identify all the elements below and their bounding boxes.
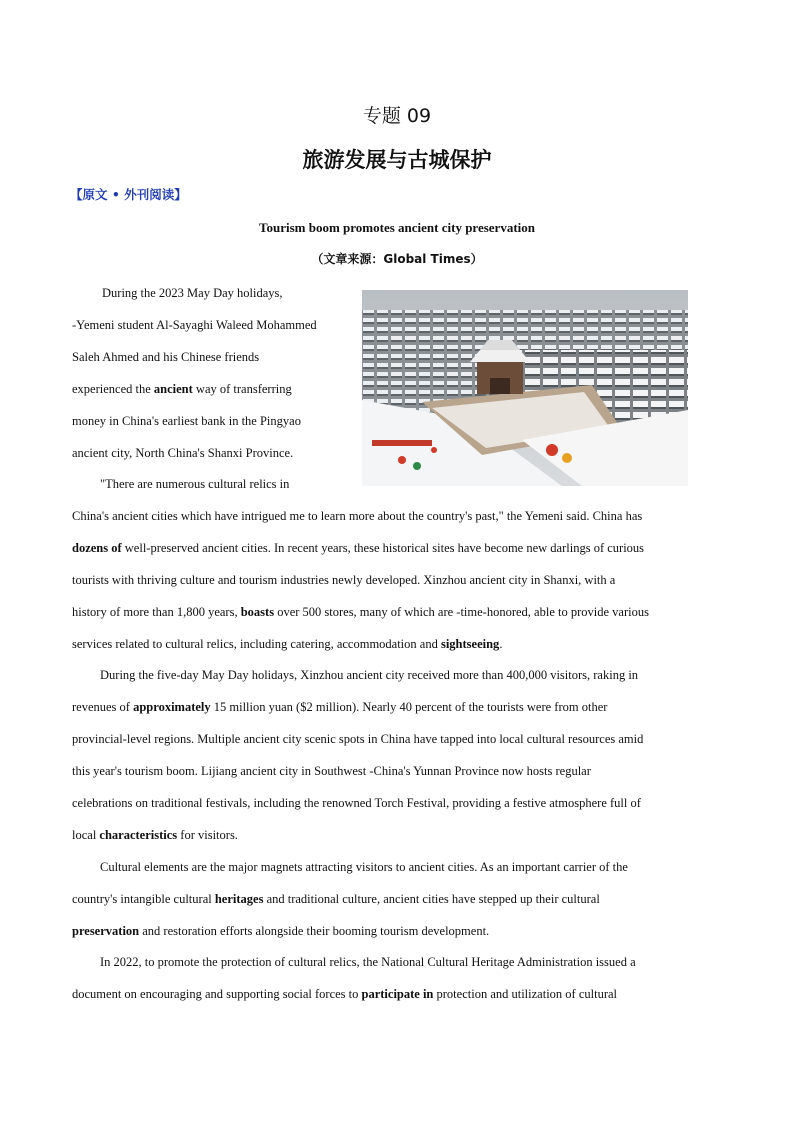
body-line	[100, 475, 289, 493]
body-line	[72, 985, 617, 1003]
body-line	[72, 762, 591, 780]
text-run: protection and utilization of cultural	[433, 987, 618, 1001]
text-run: for visitors.	[177, 828, 238, 842]
body-line	[100, 953, 636, 971]
body-line	[72, 826, 238, 844]
text-run: provincial-level regions. Multiple ancient city scenic spots in China have tapped into local cultural resources amid	[72, 732, 644, 746]
bold-keyword: approximately	[133, 700, 211, 714]
body-line	[72, 922, 489, 940]
text-run: and restoration efforts alongside their booming tourism development.	[139, 924, 490, 938]
text-run: experienced the	[72, 382, 154, 396]
text-run: Saleh Ahmed and his Chinese friends	[72, 350, 260, 364]
text-run: over 500 stores, many of which are -time-honored, able to provide various	[274, 605, 649, 619]
bold-keyword: ancient	[153, 382, 193, 396]
text-run: well-preserved ancient cities. In recent years, these historical sites have become new darlings of curious	[121, 541, 645, 555]
body-line	[72, 444, 293, 462]
body-line	[72, 571, 615, 589]
text-run: ancient city, North China's Shanxi Province.	[72, 446, 294, 460]
section-label: 【原文 • 外刊阅读】	[70, 187, 187, 202]
body-line	[72, 698, 607, 716]
article-source: （文章来源：Global Times）	[311, 252, 483, 266]
body-line	[102, 284, 283, 302]
text-run: China's ancient cities which have intrigued me to learn more about the country's past," the Yemeni said. China has	[72, 509, 643, 523]
article-title: Tourism boom promotes ancient city preservation	[259, 220, 535, 235]
text-run: revenues of	[72, 700, 134, 714]
bold-keyword: boasts	[240, 605, 275, 619]
body-line	[72, 890, 600, 908]
topic-number: 专题 09	[362, 105, 432, 127]
bold-keyword: heritages	[214, 892, 264, 906]
text-run: and traditional culture, ancient cities have stepped up their cultural	[263, 892, 600, 906]
text-run: way of transferring	[192, 382, 292, 396]
text-run: history of more than 1,800 years,	[72, 605, 241, 619]
text-run: this year's tourism boom. Lijiang ancient city in Southwest -China's Yunnan Province now hosts regular	[72, 764, 591, 778]
body-line	[72, 348, 259, 366]
text-run: During the five-day May Day holidays, Xinzhou ancient city received more than 400,000 visitors, raking in	[100, 668, 639, 682]
body-line	[72, 730, 643, 748]
text-run: document on encouraging and supporting social forces to	[72, 987, 362, 1001]
text-run: During the 2023 May Day holidays,	[102, 286, 283, 300]
snowy-ancient-city-photo	[362, 290, 688, 486]
page-title: 旅游发展与古城保护	[302, 148, 492, 172]
bold-keyword: participate in	[361, 987, 434, 1001]
bold-keyword: sightseeing	[440, 637, 500, 651]
bold-keyword: preservation	[72, 924, 140, 938]
body-line	[72, 794, 641, 812]
bold-keyword: characteristics	[99, 828, 178, 842]
text-run: celebrations on traditional festivals, including the renowned Torch Festival, providing a festive atmosphere full of	[72, 796, 641, 810]
text-run: Cultural elements are the major magnets attracting visitors to ancient cities. As an important carrier of the	[100, 860, 628, 874]
text-run: 15 million yuan ($2 million). Nearly 40 percent of the tourists were from other	[210, 700, 608, 714]
body-line	[72, 316, 317, 334]
text-run: tourists with thriving culture and tourism industries newly developed. Xinzhou ancient city in Shanxi, with a	[72, 573, 616, 587]
text-run: services related to cultural relics, including catering, accommodation and	[72, 637, 441, 651]
body-line	[72, 380, 292, 398]
text-run: In 2022, to promote the protection of cultural relics, the National Cultural Heritage Administration issued a	[100, 955, 636, 969]
text-run: .	[499, 637, 503, 651]
body-line	[72, 539, 644, 557]
body-line	[72, 412, 301, 430]
text-run: money in China's earliest bank in the Pingyao	[72, 414, 301, 428]
body-line	[72, 603, 649, 621]
body-line	[72, 635, 502, 653]
body-line	[100, 858, 628, 876]
text-run: local	[72, 828, 100, 842]
text-run: "There are numerous cultural relics in	[100, 477, 290, 491]
body-line	[100, 666, 638, 684]
text-run: country's intangible cultural	[72, 892, 215, 906]
text-run: -Yemeni student Al-Sayaghi Waleed Mohammed	[72, 318, 317, 332]
body-line	[72, 507, 642, 525]
bold-keyword: dozens of	[72, 541, 122, 555]
